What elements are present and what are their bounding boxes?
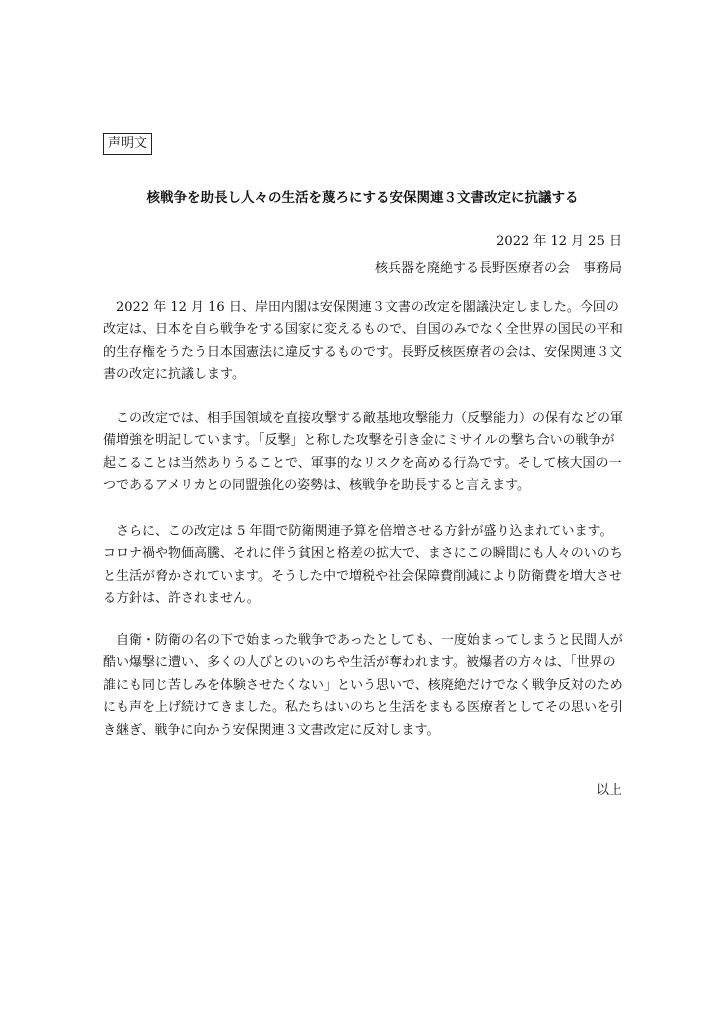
body-paragraph-3: さらに、この改定は 5 年間で防衛関連予算を倍増させる方針が盛り込まれています。コロナ禍や物価高騰、それに伴う貧困と格差の拡大で、まさにこの瞬間にも人々のいのちと生活が脅かされています。そうした中で増税や社会保障費削減により防衛費を増大させる方針は、許されません。	[103, 524, 623, 607]
body-paragraph-4: 自衛・防衛の名の下で始まった戦争であったとしても、一度始まってしまうと民間人が酷い爆撃に遭い、多くの人びとのいのちや生活が奪われます。被爆者の方々は、「世界の誰にも同じ苦しみを体験させたくない」という思いで、核廃絶だけでなく戦争反対のためにも声を上げ続けてきました。私たちはいのちと生活をまもる医療者としてその思いを引き継ぎ、戦争に向かう安保関連３文書改定に反対します。	[103, 633, 624, 738]
document-sender: 核兵器を廃絶する長野医療者の会 事務局	[374, 261, 622, 276]
body-paragraph-1: 2022 年 12 月 16 日、岸田内閣は安保関連３文書の改定を閣議決定しました。今回の改定は、日本を自ら戦争をする国家に変えるもので、自国のみでなく全世界の国民の平和的生存権をうたう日本国憲法に違反するものです。長野反核医療者の会は、安保関連３文書の改定に抗議します。	[103, 300, 623, 383]
document-type-label: 声明文	[103, 133, 152, 155]
closing-text: 以上	[595, 783, 622, 798]
document-date: 2022 年 12 月 25 日	[496, 234, 622, 249]
body-paragraph-2: この改定では、相手国領域を直接攻撃する敵基地攻撃能力（反撃能力）の保有などの軍備増強を明記しています。「反撃」と称した攻撃を引き金にミサイルの撃ち合いの戦争が起こることは当然ありうることで、軍事的なリスクを高める行為です。そして核大国の一つであるアメリカとの同盟強化の姿勢は、核戦争を助長すると言えます。	[103, 411, 624, 494]
document-title: 核戦争を助長し人々の生活を蔑ろにする安保関連３文書改定に抗議する	[146, 190, 579, 206]
